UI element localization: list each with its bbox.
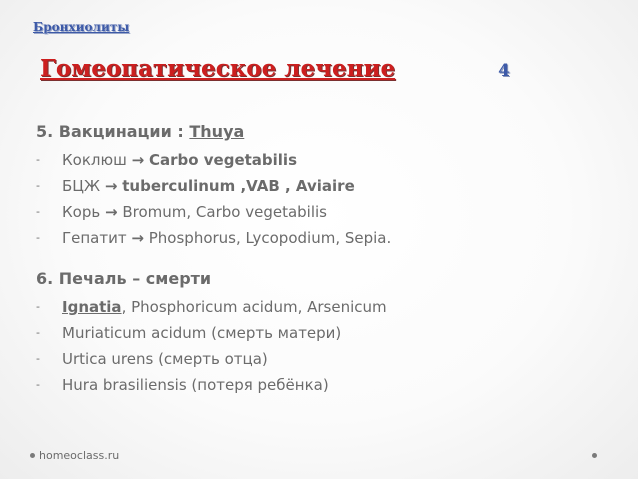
remedy-name: Bromum, Carbo vegetabilis: [122, 203, 327, 221]
arrow-right-icon: →: [131, 151, 145, 169]
page-number: 4: [498, 61, 510, 81]
bullet-dash: -: [36, 378, 40, 391]
title-row: [40, 55, 510, 82]
arrow-right-icon: →: [104, 203, 118, 221]
bullet-dash: -: [36, 153, 40, 166]
remedy-text: Hura brasiliensis (потеря ребёнка): [62, 376, 329, 394]
bullet-dot-icon: [30, 453, 35, 458]
remedy-name: Carbo vegetabilis: [148, 151, 298, 169]
remedy-text: Urtica urens (смерть отца): [62, 350, 268, 368]
list-item: [36, 225, 596, 251]
bullet-dash: -: [36, 352, 40, 365]
remedy-name: tuberculinum ,VAB , Aviaire: [122, 177, 355, 195]
bullet-dash: -: [36, 179, 40, 192]
list-item: [36, 372, 596, 398]
condition-name: Коклюш: [62, 151, 127, 169]
remedy-text: Muriaticum acidum (смерть матери): [62, 324, 342, 342]
footer-site: homeoclass.ru: [39, 449, 120, 462]
condition-name: Гепатит: [62, 229, 127, 247]
remedy-name: Ignatia: [62, 298, 122, 316]
list-item: [36, 320, 596, 346]
list-item: [36, 294, 596, 320]
remedy-list: , Phosphoricum acidum, Arsenicum: [121, 298, 387, 316]
bullet-dot-icon: [592, 453, 597, 458]
footer: [30, 449, 119, 462]
section-heading-label: 5. Вакцинации :: [36, 122, 190, 141]
section-heading-remedy: Thuya: [189, 122, 245, 141]
arrow-right-icon: →: [131, 229, 144, 247]
condition-name: БЦЖ: [62, 177, 101, 195]
bullet-dash: -: [36, 300, 40, 313]
slide-content: [36, 120, 596, 398]
list-item: [36, 173, 596, 199]
arrow-right-icon: →: [104, 177, 118, 195]
bullet-dash: -: [36, 326, 40, 339]
list-item: [36, 199, 596, 225]
topic-label: Бронхиолиты: [33, 20, 130, 34]
list-item: [36, 346, 596, 372]
bullet-dash: -: [36, 205, 40, 218]
slide-title: Гомеопатическое лечение: [40, 55, 396, 82]
list-item: [36, 147, 596, 173]
section-heading-grief: 6. Печаль – смерти: [36, 269, 212, 288]
section-heading-vaccinations: [36, 120, 596, 144]
remedy-name: Phosphorus, Lycopodium, Sepia.: [148, 229, 392, 247]
bullet-dash: -: [36, 231, 40, 244]
condition-name: Корь: [62, 203, 101, 221]
